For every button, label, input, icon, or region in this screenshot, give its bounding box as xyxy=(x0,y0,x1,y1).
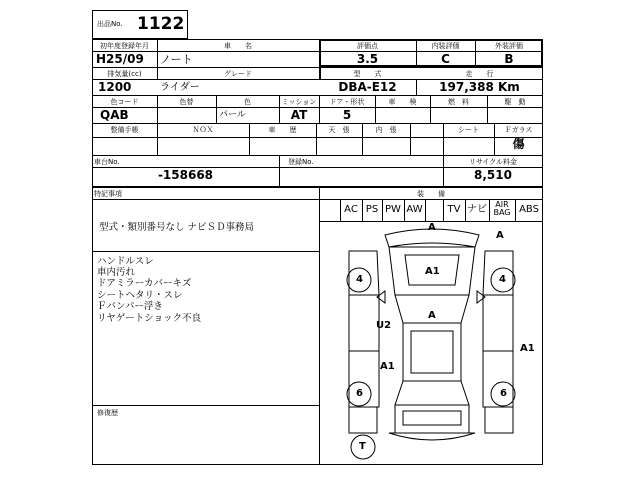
chassis-value: -158668 xyxy=(157,168,214,182)
recycle-fee-label: リサイクル料金 xyxy=(468,158,518,166)
lot-number-box xyxy=(92,10,188,39)
damage-mark: 4 xyxy=(499,274,506,285)
displacement-label: 排気量(cc) xyxy=(107,70,142,78)
note-item-5: Ｆバンパー浮き xyxy=(97,301,163,312)
ceiling-label: 天 張 xyxy=(328,126,350,134)
damage-mark: A1 xyxy=(425,266,440,277)
equip-ac: AC xyxy=(344,204,358,215)
equip-navi: ナビ xyxy=(467,204,487,215)
displacement-value: 1200 xyxy=(98,80,132,94)
color-code-label: 色コード xyxy=(110,98,139,106)
recycle-fee-value: 8,510 xyxy=(474,168,512,182)
score-value: 3.5 xyxy=(356,52,379,66)
year-label: 初年度登録年月 xyxy=(100,42,149,50)
note-item-6: リヤゲートショック不良 xyxy=(97,313,202,324)
car-diagram xyxy=(319,221,543,465)
note-item-1: ハンドルスレ xyxy=(97,256,154,267)
fuel-label: 燃 料 xyxy=(448,98,469,106)
damage-mark: T xyxy=(359,441,366,452)
grade-value: ライダー xyxy=(160,82,200,93)
interior-score-value: C xyxy=(441,52,450,66)
doors-label: ドア・形状 xyxy=(329,98,365,106)
chassis-label: 車台No. xyxy=(94,158,120,166)
score-label: 評価点 xyxy=(357,42,378,50)
damage-mark: 6 xyxy=(500,388,507,399)
damage-mark: U2 xyxy=(376,320,392,331)
repair-history-header: 修復歴 xyxy=(97,409,118,417)
interior-lining-label: 内 張 xyxy=(375,126,397,134)
equip-aw: AW xyxy=(406,204,423,215)
damage-mark: A1 xyxy=(520,343,535,354)
maintenance-book-label: 整備手帳 xyxy=(110,126,139,134)
grade-label: グレード xyxy=(224,70,252,78)
drive-label: 駆 動 xyxy=(504,98,526,106)
note-item-3: ドアミラーカバーキズ xyxy=(97,278,192,289)
exterior-score-label: 外装評価 xyxy=(495,42,523,50)
equip-pw: PW xyxy=(385,204,401,215)
lot-number: 1122 xyxy=(137,14,185,34)
damage-mark: A xyxy=(496,230,504,241)
front-glass-value: 傷 xyxy=(512,137,525,151)
equipment-header: 装 備 xyxy=(417,190,445,198)
special-notes-header: 特記事項 xyxy=(94,190,122,198)
lot-number-label: 出品No. xyxy=(97,20,123,28)
color-change-label: 色替 xyxy=(179,98,194,106)
note-item-4: シートヘタリ・スレ xyxy=(97,290,183,301)
equip-ps: PS xyxy=(365,204,379,215)
front-glass-label: Ｆガラス xyxy=(504,126,533,134)
history-label: 車 歴 xyxy=(268,126,297,134)
damage-mark: 4 xyxy=(356,274,363,285)
registration-label: 登録No. xyxy=(288,158,314,166)
color-label: 色 xyxy=(244,98,251,106)
color-value: パール xyxy=(219,110,246,120)
year-value: H25/09 xyxy=(96,52,144,66)
nox-label: ＮＯＸ xyxy=(192,126,214,134)
model-value: DBA-E12 xyxy=(338,80,397,94)
mileage-value: 197,388 Km xyxy=(439,80,520,94)
interior-score-label: 内装評価 xyxy=(431,42,460,50)
equip-tv: TV xyxy=(447,204,461,215)
mileage-label: 走 行 xyxy=(465,70,494,78)
equip-airbag: AIR BAG xyxy=(493,200,511,217)
color-code-value: QAB xyxy=(100,108,129,122)
equip-abs: ABS xyxy=(519,204,539,215)
model-label: 型 式 xyxy=(353,70,382,78)
seat-label: シート xyxy=(458,126,479,134)
car-name-label: 車 名 xyxy=(224,42,252,50)
damage-mark: 6 xyxy=(356,388,363,399)
mission-value: AT xyxy=(290,108,308,122)
damage-mark: A xyxy=(428,310,436,321)
note-item-2: 車内汚れ xyxy=(97,267,136,278)
car-name-value: ノート xyxy=(160,53,193,66)
damage-mark: A xyxy=(428,222,436,233)
exterior-score-value: B xyxy=(504,52,514,66)
doors-value: 5 xyxy=(342,108,352,122)
damage-mark: A1 xyxy=(380,361,395,372)
notes-line-model: 型式・類別番号なし ナビＳＤ事務局 xyxy=(99,222,255,233)
inspection-label: 車 検 xyxy=(388,98,417,106)
mission-label: ミッション xyxy=(281,98,317,106)
